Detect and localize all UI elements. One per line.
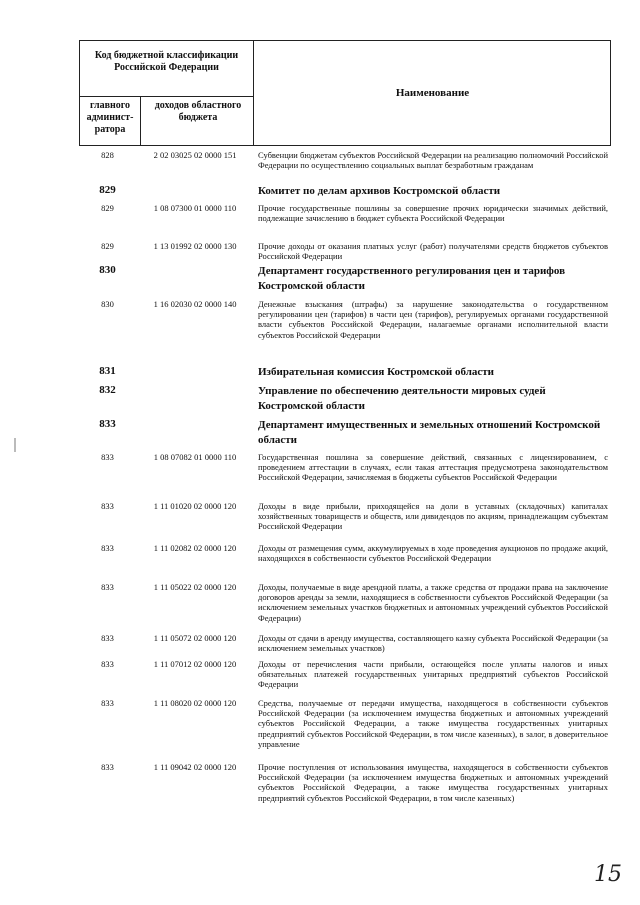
income-name: Доходы, получаемые в виде арендной платы, а также средства от продажи права на заключение договоров аренды за земли, находящиеся в собственности субъектов Российской Федерации (за исключением земельных участков бюджетных и автономных учреждений субъектов Российской Федерации) bbox=[258, 582, 608, 623]
income-code: 1 11 08020 02 0000 120 bbox=[153, 698, 237, 708]
department-name: Департамент имущественных и земельных отношений Костромской области bbox=[258, 419, 601, 446]
income-code: 1 16 02030 02 0000 140 bbox=[153, 299, 237, 309]
income-code: 1 13 01992 02 0000 130 bbox=[153, 241, 237, 251]
admin-code: 833 bbox=[101, 659, 114, 669]
header-divider bbox=[140, 96, 141, 146]
income-name: Государственная пошлина за совершение действий, связанных с лицензированием, с проведением аттестации в случаях, если такая аттестация предусмотрена законодательством Российской Федерации, зачисляемая в бюджеты субъектов Российской Федерации bbox=[258, 452, 608, 483]
income-code: 1 11 07012 02 0000 120 bbox=[153, 659, 237, 669]
admin-code: 829 bbox=[101, 241, 114, 251]
admin-code: 831 bbox=[99, 365, 116, 377]
income-name: Прочие поступления от использования имущества, находящегося в собственности субъектов Российской Федерации (за исключением имущества бюджетных и автономных учреждений субъектов Российской Федерации, а также имущества государственных унитарных предприятий субъектов Российской Федерации, в том числе казенных) bbox=[258, 762, 608, 803]
income-name: Денежные взыскания (штрафы) за нарушение законодательства о государственном регулировании цен (тарифов) в части цен (тарифов), регулируемых органами государственной власти субъектов Российской Федерации, налагаемые органами исполнительной власти субъектов Российской Федерации bbox=[258, 299, 608, 340]
income-code: 1 11 05022 02 0000 120 bbox=[153, 582, 237, 592]
admin-code: 832 bbox=[99, 384, 116, 396]
department-name: Управление по обеспечению деятельности мировых судей Костромской области bbox=[258, 385, 546, 412]
income-name: Средства, получаемые от передачи имущества, находящегося в собственности субъектов Российской Федерации (за исключением имущества бюджетных и автономных учреждений субъектов Российской Федерации, а также имущества государственных унитарных предприятий субъектов Российской Федерации, в том числе казенных), в залог, в доверительное управление bbox=[258, 698, 608, 749]
income-code: 1 08 07082 01 0000 110 bbox=[153, 452, 237, 462]
admin-code: 833 bbox=[101, 633, 114, 643]
department-name: Комитет по делам архивов Костромской области bbox=[258, 185, 501, 197]
header-divider bbox=[79, 96, 254, 97]
scan-mark bbox=[14, 438, 16, 452]
department-name: Избирательная комиссия Костромской области bbox=[258, 366, 495, 378]
admin-code: 828 bbox=[101, 150, 114, 160]
admin-code: 833 bbox=[101, 543, 114, 553]
header-col-name: Наименование bbox=[395, 87, 470, 99]
income-name: Прочие государственные пошлины за совершение прочих юридически значимых действий, подлежащие зачислению в бюджет субъекта Российской Федерации bbox=[258, 203, 608, 224]
admin-code: 833 bbox=[101, 762, 114, 772]
income-code: 1 11 02082 02 0000 120 bbox=[153, 543, 237, 553]
header-col-income: доходов областного бюджета bbox=[154, 100, 242, 123]
admin-code: 833 bbox=[101, 501, 114, 511]
income-name: Доходы от сдачи в аренду имущества, составляющего казну субъекта Российской Федерации (за исключением земельных участков) bbox=[258, 633, 608, 654]
admin-code: 829 bbox=[99, 184, 116, 196]
income-name: Прочие доходы от оказания платных услуг (работ) получателями средств бюджетов субъектов Российской Федерации bbox=[258, 241, 608, 262]
income-code: 1 11 09042 02 0000 120 bbox=[153, 762, 237, 772]
income-code: 1 11 01020 02 0000 120 bbox=[153, 501, 237, 511]
admin-code: 833 bbox=[101, 452, 114, 462]
income-name: Доходы в виде прибыли, приходящейся на доли в уставных (складочных) капиталах хозяйственных товариществ и обществ, или дивидендов по акциям, принадлежащим субъектам Российской Федерации bbox=[258, 501, 608, 532]
income-code: 2 02 03025 02 0000 151 bbox=[153, 150, 237, 160]
income-code: 1 11 05072 02 0000 120 bbox=[153, 633, 237, 643]
income-name: Доходы от размещения сумм, аккумулируемых в ходе проведения аукционов по продаже акций, находящихся в собственности субъектов Российской Федерации bbox=[258, 543, 608, 564]
admin-code: 833 bbox=[101, 582, 114, 592]
department-name: Департамент государственного регулирования цен и тарифов Костромской области bbox=[258, 265, 566, 292]
admin-code: 829 bbox=[101, 203, 114, 213]
income-name: Субвенции бюджетам субъектов Российской Федерации на реализацию полномочий Российской Федерации по осуществлению социальных выплат безработным гражданам bbox=[258, 150, 608, 171]
admin-code: 830 bbox=[99, 264, 116, 276]
page-number: 15 bbox=[594, 862, 622, 887]
income-code: 1 08 07300 01 0000 110 bbox=[153, 203, 237, 213]
admin-code: 833 bbox=[99, 418, 116, 430]
header-col-admin: главного админист-ратора bbox=[86, 100, 134, 135]
header-code-group: Код бюджетной классификации Российской Федерации bbox=[94, 50, 239, 73]
admin-code: 833 bbox=[101, 698, 114, 708]
income-name: Доходы от перечисления части прибыли, остающейся после уплаты налогов и иных обязательных платежей государственных унитарных предприятий субъектов Российской Федерации bbox=[258, 659, 608, 690]
admin-code: 830 bbox=[101, 299, 114, 309]
